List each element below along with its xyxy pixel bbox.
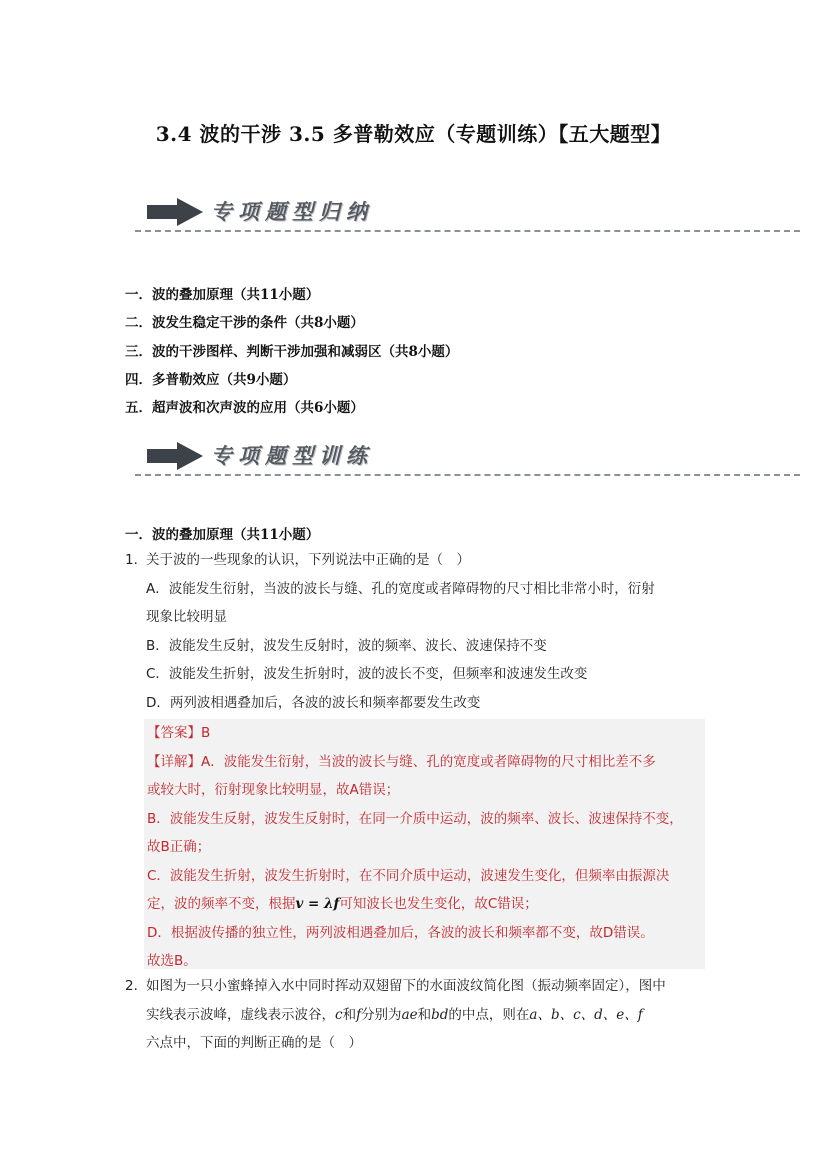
detail-line: 故B正确； [147, 839, 211, 855]
text: 和 [342, 1006, 357, 1023]
arrow-right-icon [147, 198, 203, 226]
var-points: a、b、c、d、e、f [529, 1006, 643, 1023]
text: 和 [417, 1006, 432, 1023]
section-banner-summary [135, 192, 800, 232]
banner-training-label: 专项题型训练 [211, 443, 373, 468]
section-banner-training [135, 436, 800, 476]
detail-line: 或较大时，衍射现象比较明显，故A错误； [147, 782, 400, 798]
detail-text: 定，波的频率不变，根据 [147, 896, 296, 912]
question-stem: 关于波的一些现象的认识，下列说法中正确的是（ ） [146, 552, 470, 568]
detail-line: 【详解】A．波能发生衍射，当波的波长与缝、孔的宽度或者障碍物的尺寸相比差不多 [147, 753, 656, 770]
question-stem-line2 [146, 1001, 705, 1030]
question-1 [125, 546, 705, 717]
text: 分别为 [361, 1006, 402, 1023]
question-2 [125, 972, 705, 1058]
option-a-line1: A．波能发生衍射，当波的波长与缝、孔的宽度或者障碍物的尺寸相比非常小时，衍射 [146, 580, 655, 597]
formula: v = λf [295, 896, 340, 912]
var-ae: ae [401, 1006, 418, 1023]
var-c: c [335, 1006, 343, 1023]
var-bd: bd [431, 1006, 449, 1023]
option-a-line2: 现象比较明显 [146, 609, 227, 625]
detail-line: 故选B。 [147, 953, 197, 969]
answer-label: 【答案】B [147, 725, 211, 741]
arrow-right-icon [147, 442, 203, 470]
toc-item[interactable]: 二．波发生稳定干涉的条件（共8小题） [125, 315, 364, 332]
page-title: 3.4 波的干涉 3.5 多普勒效应（专题训练）【五大题型】 [155, 122, 672, 146]
detail-line-formula [144, 890, 705, 919]
option-c: C．波能发生折射，波发生折射时，波的波长不变，但频率和波速发生改变 [146, 666, 588, 682]
divider [135, 230, 800, 232]
question-number: 2． [125, 978, 148, 994]
answer-explanation [144, 719, 705, 969]
question-stem-line3: 六点中，下面的判断正确的是（ ） [146, 1035, 362, 1051]
toc-item[interactable]: 五．超声波和次声波的应用（共6小题） [125, 400, 364, 417]
detail-text: 可知波长也发生变化，故C错误； [339, 896, 538, 912]
table-of-contents [125, 285, 458, 426]
option-d: D．两列波相遇叠加后，各波的波长和频率都要发生改变 [146, 694, 481, 711]
question-stem-line1: 如图为一只小蜜蜂掉入水中同时挥动双翅留下的水面波纹简化图（振动频率固定），图中 [146, 978, 666, 994]
text: 实线表示波峰，虚线表示波谷， [146, 1006, 335, 1023]
detail-line: B．波能发生反射，波发生反射时，在同一介质中运动，波的频率、波长、波速保持不变， [147, 810, 683, 827]
detail-line: D．根据波传播的独立性，两列波相遇叠加后，各波的波长和频率都不变，故D错误。 [147, 924, 654, 941]
option-b: B．波能发生反射，波发生反射时，波的频率、波长、波速保持不变 [146, 637, 547, 654]
detail-line: C．波能发生折射，波发生折射时，在不同介质中运动，波速发生变化，但频率由振源决 [147, 867, 670, 884]
toc-item[interactable]: 一．波的叠加原理（共11小题） [125, 287, 320, 303]
banner-summary-label: 专项题型归纳 [211, 199, 373, 224]
section-heading: 一．波的叠加原理（共11小题） [125, 527, 320, 543]
text: 的中点，则在 [448, 1006, 530, 1023]
toc-item[interactable]: 四．多普勒效应（共9小题） [125, 371, 297, 388]
question-number: 1． [125, 552, 148, 568]
divider [135, 474, 800, 476]
var-f: f [356, 1006, 362, 1023]
toc-item[interactable]: 三．波的干涉图样、判断干涉加强和减弱区（共8小题） [125, 343, 459, 360]
